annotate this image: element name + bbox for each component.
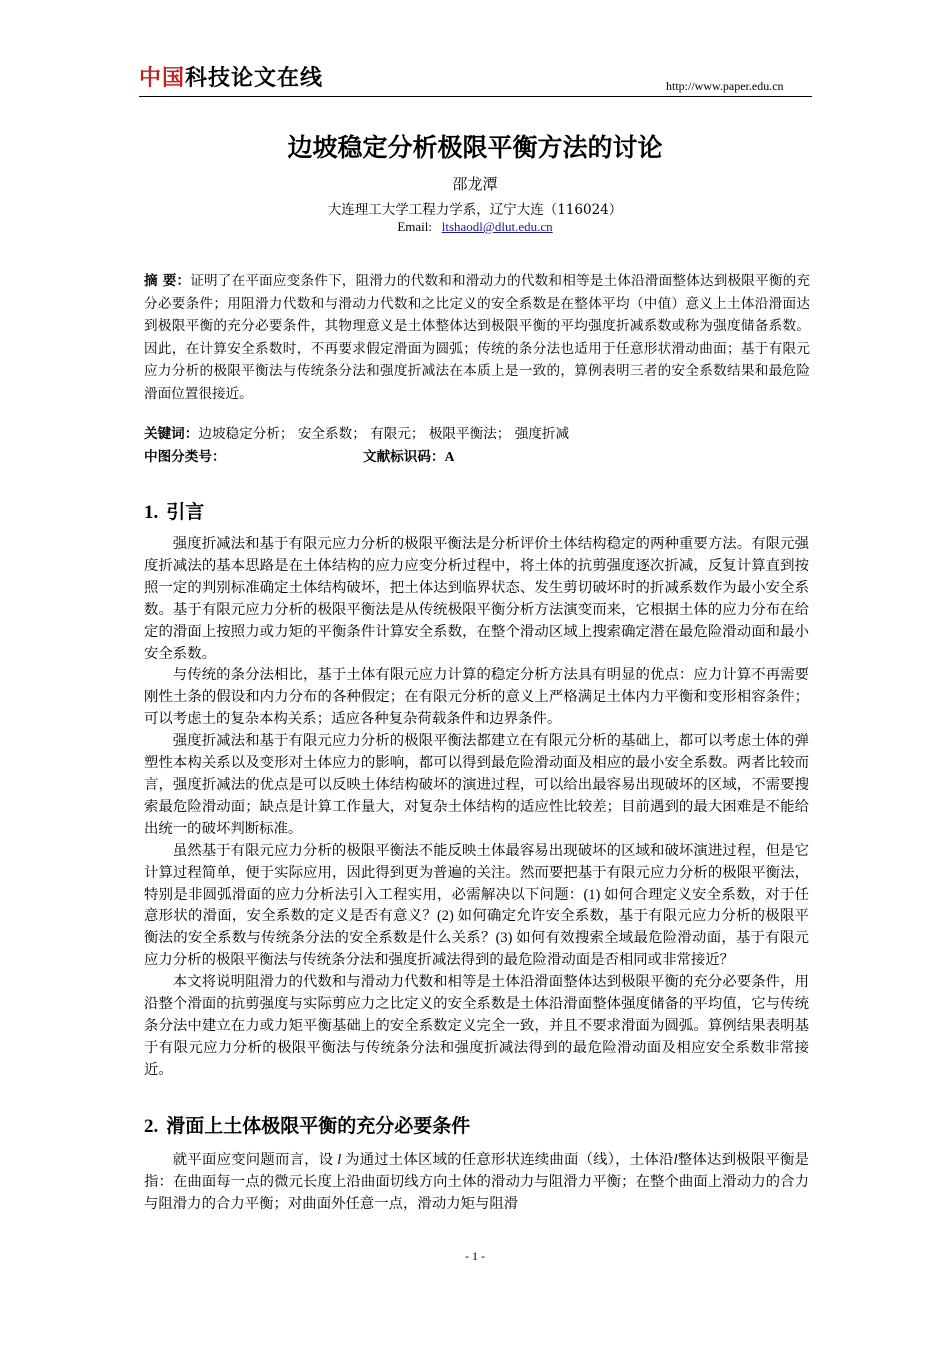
- paragraph: 与传统的条分法相比，基于土体有限元应力计算的稳定分析方法具有明显的优点：应力计算不再需要刚性土条的假设和内力分布的各种假定；在有限元分析的意义上严格满足土体内力平衡和变形相容条件；可以考虑土的复杂本构关系；适应各种复杂荷载条件和边界条件。: [144, 667, 809, 728]
- section-title: 滑面上土体极限平衡的充分必要条件: [166, 1115, 471, 1137]
- math-variable-l: l: [673, 1152, 678, 1168]
- header-divider: [139, 96, 812, 97]
- section-heading-conditions: [144, 1111, 470, 1138]
- math-variable-l: l: [337, 1152, 342, 1168]
- paper-title: 边坡稳定分析极限平衡方法的讨论: [287, 133, 663, 162]
- page-number: - 1 -: [465, 1249, 485, 1263]
- email-link[interactable]: ltshaodl@dlut.edu.cn: [441, 219, 553, 234]
- section-title: 引言: [166, 501, 205, 523]
- logo-black-part: 科技论文在线: [185, 66, 324, 91]
- section2-body: [144, 1150, 809, 1216]
- abstract-text: 证明了在平面应变条件下，阻滑力的代数和和滑动力的代数和相等是土体沿滑面整体达到极限平衡的充分必要条件；用阻滑力代数和与滑动力代数和之比定义的安全系数是在整体平均（中值）意义上土体沿滑面达到极限平衡的充分必要条件，其物理意义是土体整体达到极限平衡的平均强度折减系数或称为强度储备系数。因此，在计算安全系数时，不再要求假定滑面为圆弧；传统的条分法也适用于任意形状滑动曲面；基于有限元应力分析的极限平衡法与传统条分法和强度折减法在本质上是一致的，算例表明三者的安全系数结果和最危险滑面位置很接近。: [144, 273, 811, 402]
- email-label: Email:: [397, 219, 432, 234]
- abstract-label: 摘 要：: [144, 273, 191, 289]
- author-email: [0, 219, 950, 235]
- keywords: [144, 423, 569, 445]
- section-heading-introduction: [144, 497, 204, 524]
- header-url[interactable]: http://www.paper.edu.cn: [666, 79, 784, 93]
- paragraph: [144, 1150, 809, 1216]
- paragraph-part: 为通过土体区域的任意形状连续曲面（线），土体沿: [345, 1152, 674, 1168]
- paragraph: 强度折减法和基于有限元应力分析的极限平衡法是分析评价土体结构稳定的两种重要方法。有限元强度折减法的基本思路是在土体结构的应力应变分析过程中，将土体的抗剪强度逐次折减，反复计算直到按照一定的判别标准确定土体结构破坏，把土体达到临界状态、发生剪切破坏时的折减系数作为最小安全系数。基于有限元应力分析的极限平衡法是从传统极限平衡分析方法演变而来，它根据土体的应力分布在给定的滑面上按照力或力矩的平衡条件计算安全系数，在整个滑动区域上搜索确定潜在最危险滑动面和最小安全系数。: [144, 536, 809, 662]
- document-code: [363, 446, 454, 468]
- paper-affiliation: 大连理工大学工程力学系，辽宁大连（116024）: [327, 202, 623, 218]
- document-code-label: 文献标识码：: [363, 449, 445, 465]
- keywords-label: 关键词：: [144, 426, 199, 442]
- section-number: 2.: [144, 1116, 159, 1137]
- classification-line: [144, 446, 455, 468]
- paragraph: 本文将说明阻滑力的代数和与滑动力代数和相等是土体沿滑面整体达到极限平衡的充分必要条件，用沿整个滑面的抗剪强度与实际剪应力之比定义的安全系数是土体沿滑面整体强度储备的平均值，它与传统条分法中建立在力或力矩平衡基础上的安全系数定义完全一致，并且不要求滑面为圆弧。算例结果表明基于有限元应力分析的极限平衡法与传统条分法和强度折减法得到的最危险滑动面及相应安全系数非常接近。: [144, 974, 809, 1078]
- section-number: 1.: [144, 502, 159, 523]
- abstract: [144, 270, 810, 406]
- logo-red-part: 中国: [139, 66, 186, 91]
- paragraph-part: 整体达到极限平衡是指：在曲面每一点的微元长度上沿曲面切线方向土体的滑动力与阻滑力平衡；在整个曲面上滑动力的合力与阻滑力的合力平衡；对曲面外任意一点，滑动力矩与阻滑: [144, 1152, 809, 1212]
- document-code-value: A: [444, 449, 455, 464]
- introduction-body: [144, 534, 809, 1082]
- paper-author: 邵龙潭: [452, 175, 498, 193]
- paragraph-part: 就平面应变问题而言，设: [172, 1152, 334, 1168]
- site-logo: [139, 66, 323, 92]
- paragraph: 虽然基于有限元应力分析的极限平衡法不能反映土体最容易出现破坏的区域和破坏演进过程，但是它计算过程简单，便于实际应用，因此得到更为普遍的关注。然而要把基于有限元应力分析的极限平衡法，特别是非圆弧滑面的应力分析法引入工程实用，必需解决以下问题：(1) 如何合理定义安全系数，对于任意形状的滑面，安全系数的定义是否有意义？(2) 如何确定允许安全系数，基于有限元应力分析的极限平衡法的安全系数与传统条分法的安全系数是什么关系？(3) 如何有效搜索全域最危险滑动面，基于有限元应力分析的极限平衡法与传统条分法和强度折减法得到的最危险滑动面是否相同或非常接近？: [144, 842, 809, 969]
- clc-label: 中图分类号：: [144, 449, 226, 465]
- keywords-text: 边坡稳定分析； 安全系数； 有限元； 极限平衡法； 强度折减: [198, 426, 570, 442]
- paragraph: 强度折减法和基于有限元应力分析的极限平衡法都建立在有限元分析的基础上，都可以考虑土体的弹塑性本构关系以及变形对土体应力的影响，都可以得到最危险滑动面及相应的最小安全系数。两者比较而言，强度折减法的优点是可以反映土体结构破坏的演进过程，可以给出最容易出现破坏的区域，不需要搜索最危险滑动面；缺点是计算工作量大，对复杂土体结构的适应性比较差；目前遇到的最大困难是不能给出统一的破坏判断标准。: [144, 733, 809, 837]
